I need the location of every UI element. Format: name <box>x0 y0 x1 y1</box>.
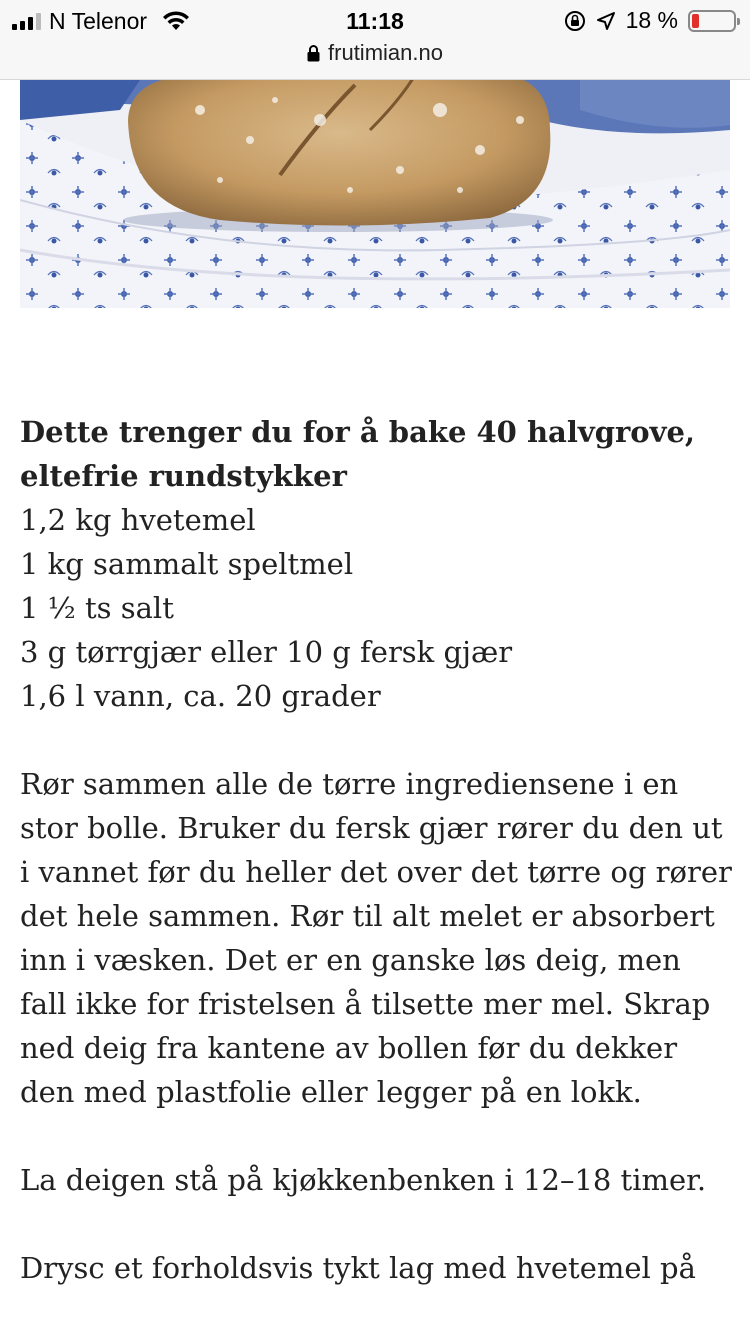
instruction-paragraph: Rør sammen alle de tørre ingrediensene i en stor bolle. Bruker du fersk gjær rører du den ut i vannet før du heller det over det tørre og rører det hele sammen. Rør til alt melet er absorbert inn i væsken. Det er en ganske løs deig, men fall ikke for fristelsen å tilsette mer mel. Skrap ned deig fra kantene av bollen før du dekker den med plastfolie eller legger på en lokk. <box>20 767 732 1109</box>
system-indicators <box>564 7 736 34</box>
url-text: frutimian.no <box>328 40 443 65</box>
status-bar <box>0 0 750 80</box>
address-bar[interactable] <box>0 40 750 66</box>
bread-roll-image <box>20 80 730 308</box>
rotation-lock-icon <box>564 10 586 32</box>
lock-icon <box>307 45 320 62</box>
ingredient-item: 1 kg sammalt speltmel <box>20 547 354 581</box>
hero-illustration <box>20 80 730 308</box>
carrier-name: N Telenor <box>49 7 148 34</box>
location-arrow-icon <box>596 11 616 31</box>
ingredient-item: 3 g tørrgjær eller 10 g fersk gjær <box>20 635 513 669</box>
instruction-paragraph: Drysс et forholdsvis tykt lag med hvetemel på <box>20 1251 696 1285</box>
battery-icon <box>688 10 736 32</box>
ingredient-list <box>20 498 732 718</box>
instruction-paragraph: La deigen stå på kjøkkenbenken i 12–18 timer. <box>20 1163 707 1197</box>
ingredient-item: 1,6 l vann, ca. 20 grader <box>20 679 381 713</box>
ingredient-item: 1,2 kg hvetemel <box>20 503 256 537</box>
article-body <box>20 410 732 1290</box>
battery-percent: 18 % <box>625 7 678 33</box>
ingredient-item: 1 ½ ts salt <box>20 591 174 625</box>
clock: 11:18 <box>346 8 404 34</box>
battery-level <box>692 14 699 28</box>
ingredients-heading: Dette trenger du for å bake 40 halvgrove, eltefrie rundstykker <box>20 415 695 493</box>
